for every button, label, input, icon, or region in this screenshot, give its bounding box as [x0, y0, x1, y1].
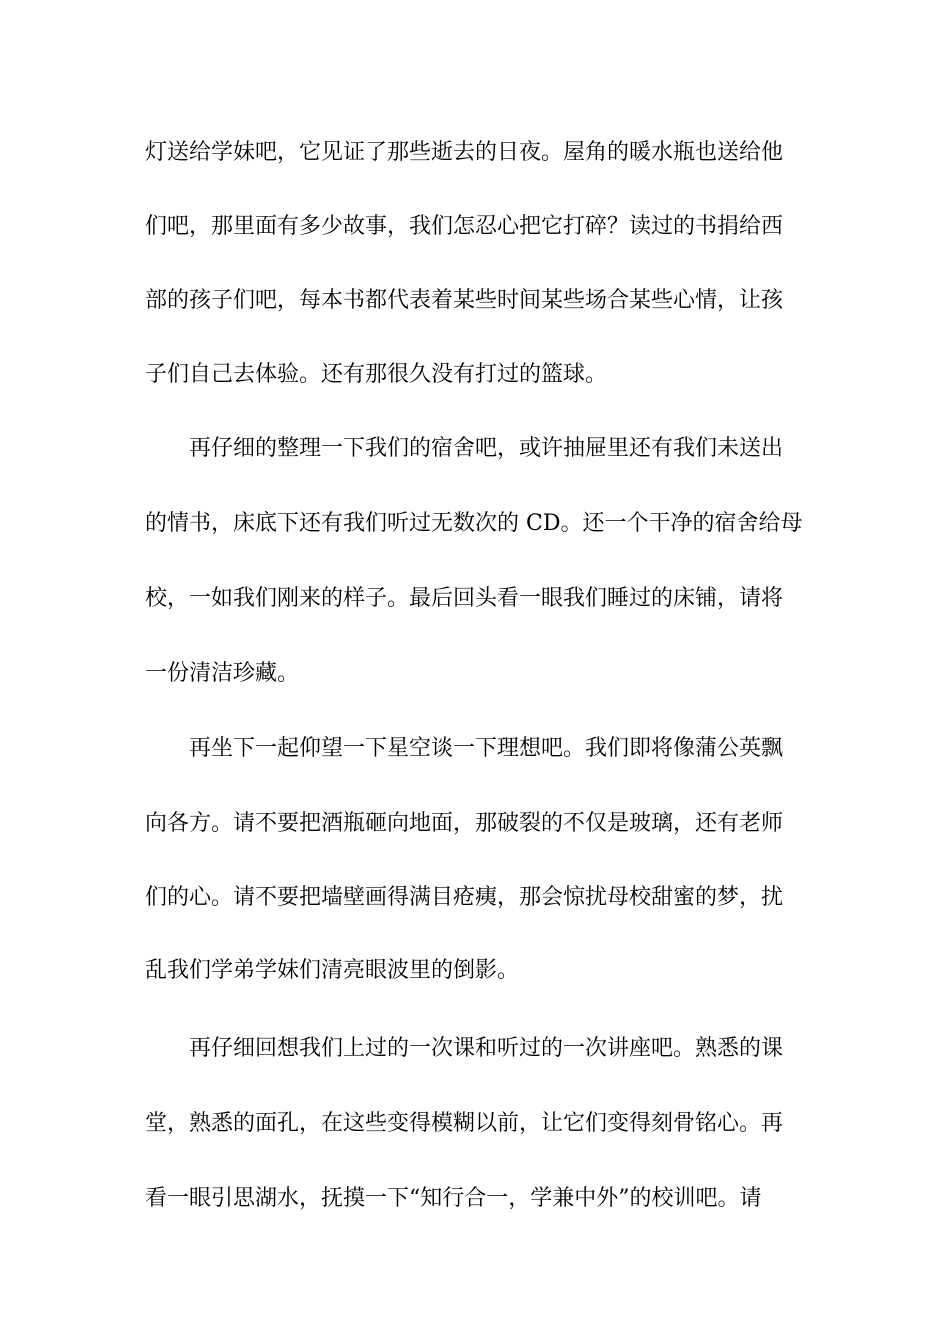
paragraph-3-line-4: 乱我们学弟学妹们清亮眼波里的倒影。: [145, 958, 520, 983]
paragraph-2-line-3: 校，一如我们刚来的样子。最后回头看一眼我们睡过的床铺，请将: [145, 586, 784, 611]
paragraph-4-line-2: 堂，熟悉的面孔，在这些变得模糊以前，让它们变得刻骨铭心。再: [145, 1111, 784, 1136]
paragraph-1-line-1: 灯送给学妹吧，它见证了那些逝去的日夜。屋角的暖水瓶也送给他: [145, 140, 784, 165]
paragraph-4-line-1: 再仔细回想我们上过的一次课和听过的一次讲座吧。熟悉的课: [189, 1036, 784, 1061]
paragraph-1-line-3: 部的孩子们吧，每本书都代表着某些时间某些场合某些心情，让孩: [145, 288, 784, 313]
paragraph-4-line-3: 看一眼引思湖水，抚摸一下“知行合一，学兼中外”的校训吧。请: [145, 1186, 762, 1211]
paragraph-3-line-1: 再坐下一起仰望一下星空谈一下理想吧。我们即将像蒲公英飘: [189, 736, 784, 761]
paragraph-1-line-2: 们吧，那里面有多少故事，我们怎忍心把它打碎？读过的书捐给西: [145, 214, 784, 239]
paragraph-2-line-4: 一份清洁珍藏。: [145, 661, 300, 686]
paragraph-2-line-2: 的情书，床底下还有我们听过无数次的 CD。还一个干净的宿舍给母: [145, 511, 803, 536]
paragraph-2-line-1: 再仔细的整理一下我们的宿舍吧，或许抽屉里还有我们未送出: [189, 436, 784, 461]
paragraph-3-line-2: 向各方。请不要把酒瓶砸向地面，那破裂的不仅是玻璃，还有老师: [145, 811, 784, 836]
paragraph-1-line-4: 子们自己去体验。还有那很久没有打过的篮球。: [145, 362, 608, 387]
paragraph-3-line-3: 们的心。请不要把墙壁画得满目疮痍，那会惊扰母校甜蜜的梦，扰: [145, 885, 784, 910]
